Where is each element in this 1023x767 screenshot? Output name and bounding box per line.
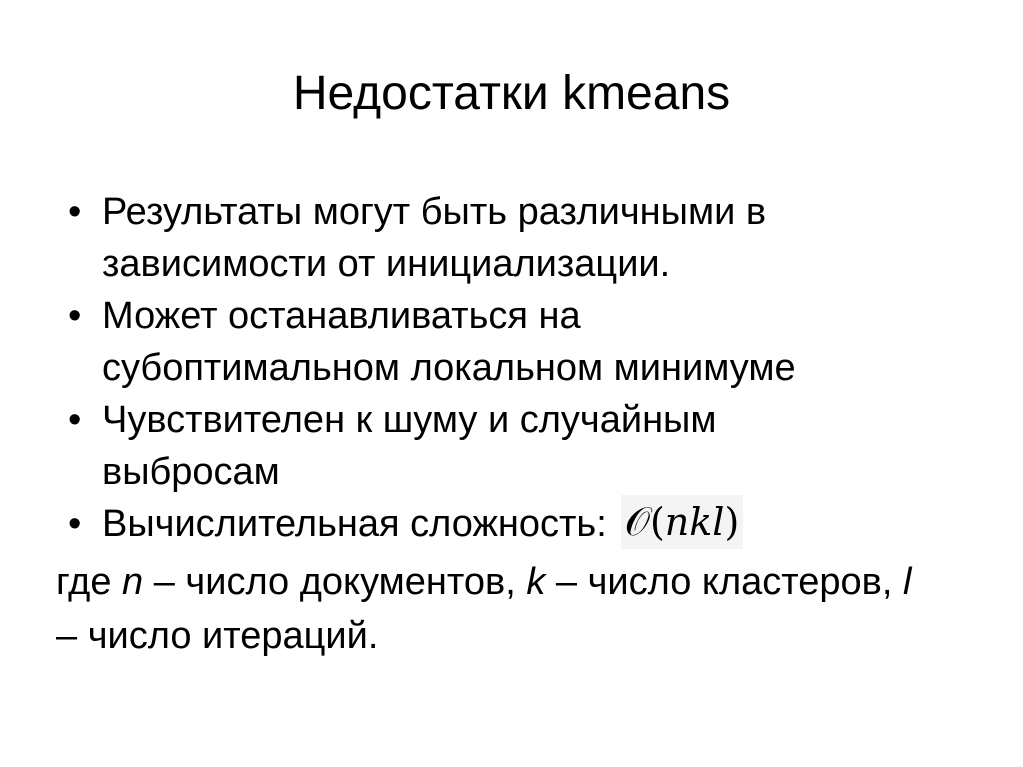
bullet-item-local-minimum — [58, 290, 978, 394]
bullet-text-line: Чувствителен к шуму и случайным — [102, 399, 717, 441]
bullet-item-noise — [58, 394, 978, 498]
bullet-text-line: Вычислительная сложность: — [102, 503, 607, 545]
note-text: – число итераций. — [56, 615, 379, 657]
complexity-note — [56, 555, 936, 663]
bullet-text-line: зависимости от инициализации. — [102, 243, 671, 285]
note-var-k: k — [526, 561, 546, 603]
bullet-marker: • — [68, 399, 82, 441]
bullet-text-line: Может останавливаться на — [102, 295, 581, 337]
bullet-list — [58, 186, 978, 553]
complexity-formula — [621, 495, 744, 549]
slide-title: Недостатки kmeans — [292, 67, 731, 120]
note-var-n: n — [122, 561, 144, 603]
formula-variables: nkl — [664, 499, 725, 544]
formula-big-o: 𝒪 — [624, 498, 650, 545]
formula-open-paren: ( — [649, 499, 665, 544]
bullet-item-initialization — [58, 186, 978, 290]
note-var-l: l — [902, 561, 912, 603]
bullet-marker: • — [68, 503, 82, 545]
bullet-text-line: выбросам — [102, 451, 280, 493]
note-text: где — [56, 561, 123, 603]
bullet-marker: • — [68, 191, 82, 233]
formula-close-paren: ) — [724, 499, 740, 544]
note-text: – число кластеров, — [545, 561, 903, 603]
bullet-marker: • — [68, 295, 82, 337]
bullet-text-line: Результаты могут быть различными в — [102, 191, 767, 233]
bullet-item-complexity — [58, 498, 978, 553]
note-text: – число документов, — [143, 561, 527, 603]
bullet-text-line: субоптимальном локальном минимуме — [102, 347, 796, 389]
